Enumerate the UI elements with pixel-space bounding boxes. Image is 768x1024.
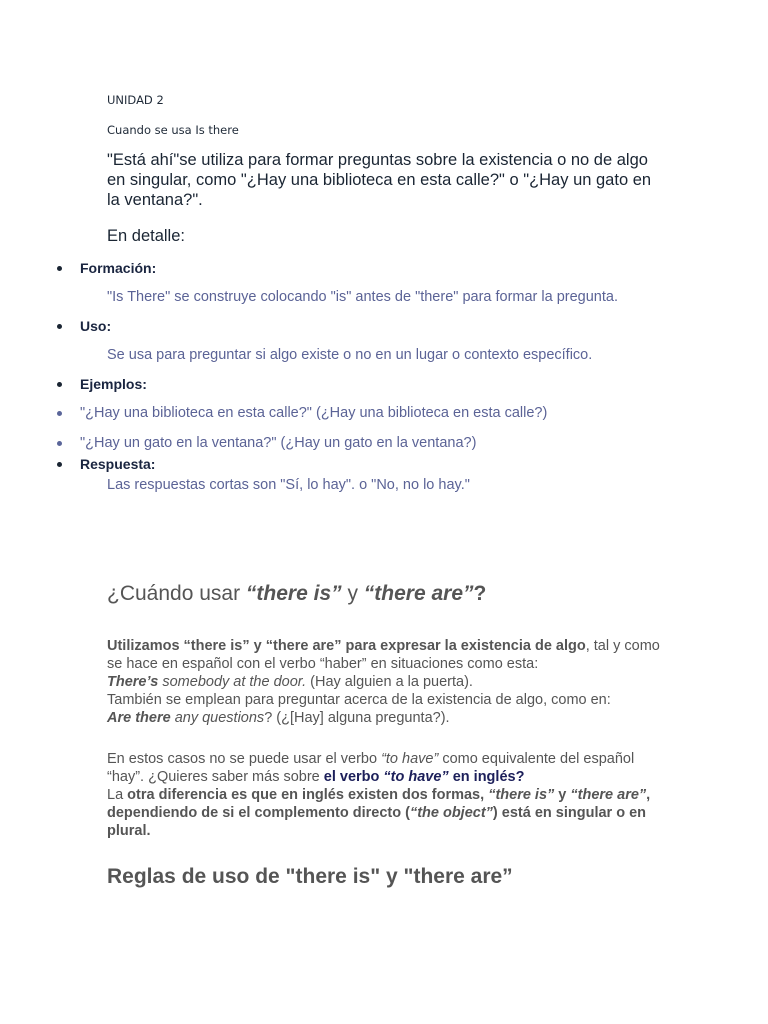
intro-paragraph: "Está ahí"se utiliza para formar preguntas sobre la existencia o no de algo en singular, como "¿Hay una biblioteca en esta calle?" o "¿Hay un gato en la ventana?". bbox=[107, 151, 652, 209]
section-heading-rules: Reglas de uso de "there is" y "there are” bbox=[107, 865, 513, 888]
bullet-dot bbox=[57, 382, 62, 387]
ejemplos-label: Ejemplos: bbox=[80, 376, 147, 392]
bullet-dot bbox=[57, 324, 62, 329]
bullet-dot bbox=[57, 266, 62, 271]
uso-label: Uso: bbox=[80, 318, 112, 334]
bullet-dot bbox=[57, 462, 62, 467]
subtitle: Cuando se usa Is there bbox=[107, 123, 239, 137]
respuesta-label: Respuesta: bbox=[80, 456, 156, 472]
unit-label: UNIDAD 2 bbox=[107, 93, 164, 107]
bullet-dot bbox=[57, 411, 62, 416]
formacion-text: "Is There" se construye colocando "is" antes de "there" para formar la pregunta. bbox=[107, 289, 618, 305]
ejemplo-1: "¿Hay una biblioteca en esta calle?" (¿Hay una biblioteca en esta calle?) bbox=[80, 405, 548, 421]
respuesta-text: Las respuestas cortas son "Sí, lo hay". o "No, no lo hay." bbox=[107, 477, 470, 493]
ejemplo-2: "¿Hay un gato en la ventana?" (¿Hay un gato en la ventana?) bbox=[80, 435, 477, 451]
section-heading-when: ¿Cuándo usar “there is” y “there are”? bbox=[107, 582, 487, 605]
difference-paragraph: En estos casos no se puede usar el verbo “to have” como equivalente del español “hay”. ¿Quieres saber más sobre el verbo “to have” en inglés? La otra diferencia es que en inglés existen dos formas, “there is” y “there are”, dependiendo de si el complemento directo (“the object”) está en singular o en plural. bbox=[107, 751, 651, 839]
to-have-link[interactable]: el verbo “to have” en inglés? bbox=[323, 769, 525, 785]
detail-label: En detalle: bbox=[107, 227, 185, 245]
usage-paragraph: Utilizamos “there is” y “there are” para expresar la existencia de algo, tal y como se hace en español con el verbo “haber” en situaciones como esta: There’s somebody at the door. (Hay alguien a la puerta). También se emplean para preguntar acerca de la existencia de algo, como en: Are there any questions? (¿[Hay] alguna pregunta?). bbox=[107, 638, 660, 726]
bullet-dot bbox=[57, 441, 62, 446]
uso-text: Se usa para preguntar si algo existe o no en un lugar o contexto específico. bbox=[107, 347, 593, 363]
formacion-label: Formación: bbox=[80, 260, 157, 276]
